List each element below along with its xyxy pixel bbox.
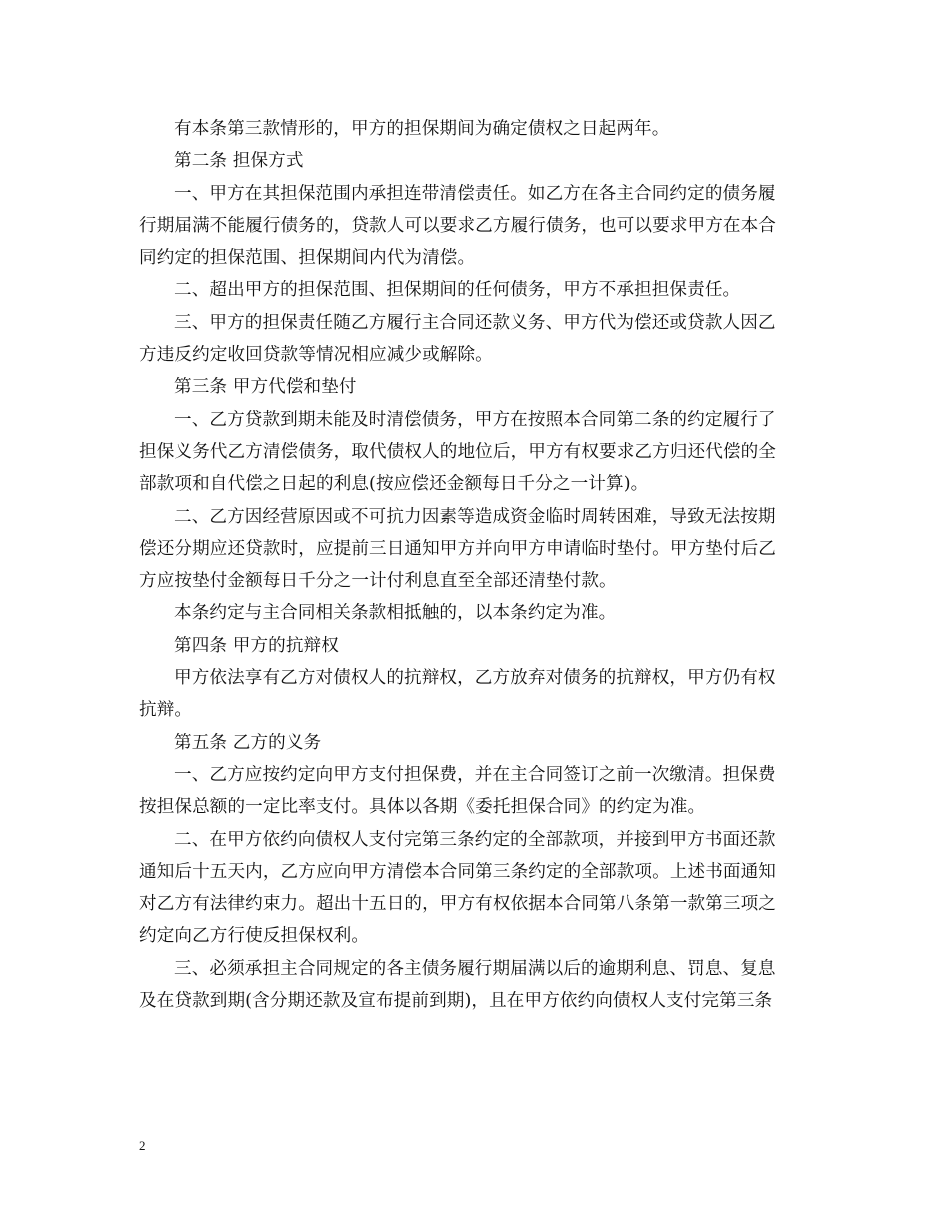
text-line: 偿还分期应还贷款时，应提前三日通知甲方并向甲方申请临时垫付。甲方垫付后乙 (139, 538, 776, 559)
text-line: 二、乙方因经营原因或不可抗力因素等造成资金临时周转困难，导致无法按期 (174, 506, 776, 527)
text-line: 二、超出甲方的担保范围、担保期间的任何债务，甲方不承担担保责任。 (174, 280, 741, 301)
text-line: 方应按垫付金额每日千分之一计付利息直至全部还清垫付款。 (139, 571, 617, 592)
text-line: 约定向乙方行使反担保权利。 (139, 926, 370, 947)
text-line: 第四条 甲方的抗辩权 (174, 635, 339, 656)
text-line: 甲方依法享有乙方对债权人的抗辩权，乙方放弃对债务的抗辩权，甲方仍有权 (174, 668, 776, 689)
text-line: 一、乙方应按约定向甲方支付担保费，并在主合同签订之前一次缴清。担保费 (174, 764, 776, 785)
text-line: 三、必须承担主合同规定的各主债务履行期届满以后的逾期利息、罚息、复息 (174, 958, 776, 979)
text-line: 对乙方有法律约束力。超出十五日的，甲方有权依据本合同第八条第一款第三项之 (139, 894, 776, 915)
text-line: 同约定的担保范围、担保期间内代为清偿。 (139, 248, 476, 269)
text-line: 一、乙方贷款到期未能及时清偿债务，甲方在按照本合同第二条的约定履行了 (174, 409, 776, 430)
text-line: 抗辩。 (139, 700, 193, 721)
text-line: 及在贷款到期(含分期还款及宣布提前到期)，且在甲方依约向债权人支付完第三条 (139, 991, 773, 1012)
document-body (139, 113, 811, 1017)
text-line: 二、在甲方依约向债权人支付完第三条约定的全部款项，并接到甲方书面还款 (174, 829, 776, 850)
text-line: 第三条 甲方代偿和垫付 (174, 377, 357, 398)
page-number: 2 (139, 1138, 146, 1153)
text-line: 三、甲方的担保责任随乙方履行主合同还款义务、甲方代为偿还或贷款人因乙 (174, 312, 776, 333)
text-line: 第五条 乙方的义务 (174, 732, 322, 753)
text-line: 有本条第三款情形的，甲方的担保期间为确定债权之日起两年。 (174, 119, 670, 139)
text-line: 按担保总额的一定比率支付。具体以各期《委托担保合同》的约定为准。 (139, 797, 706, 818)
text-line: 方违反约定收回贷款等情况相应减少或解除。 (139, 345, 493, 366)
text-line: 一、甲方在其担保范围内承担连带清偿责任。如乙方在各主合同约定的债务履 (174, 183, 776, 204)
text-line: 行期届满不能履行债务的，贷款人可以要求乙方履行债务，也可以要求甲方在本合 (139, 215, 776, 236)
text-line: 部款项和自代偿之日起的利息(按应偿还金额每日千分之一计算)。 (139, 474, 649, 495)
text-line: 本条约定与主合同相关条款相抵触的，以本条约定为准。 (174, 603, 617, 624)
text-line: 第二条 担保方式 (174, 151, 304, 172)
text-line: 通知后十五天内，乙方应向甲方清偿本合同第三条约定的全部款项。上述书面通知 (139, 861, 776, 882)
text-line: 担保义务代乙方清偿债务，取代债权人的地位后，甲方有权要求乙方归还代偿的全 (139, 441, 776, 462)
